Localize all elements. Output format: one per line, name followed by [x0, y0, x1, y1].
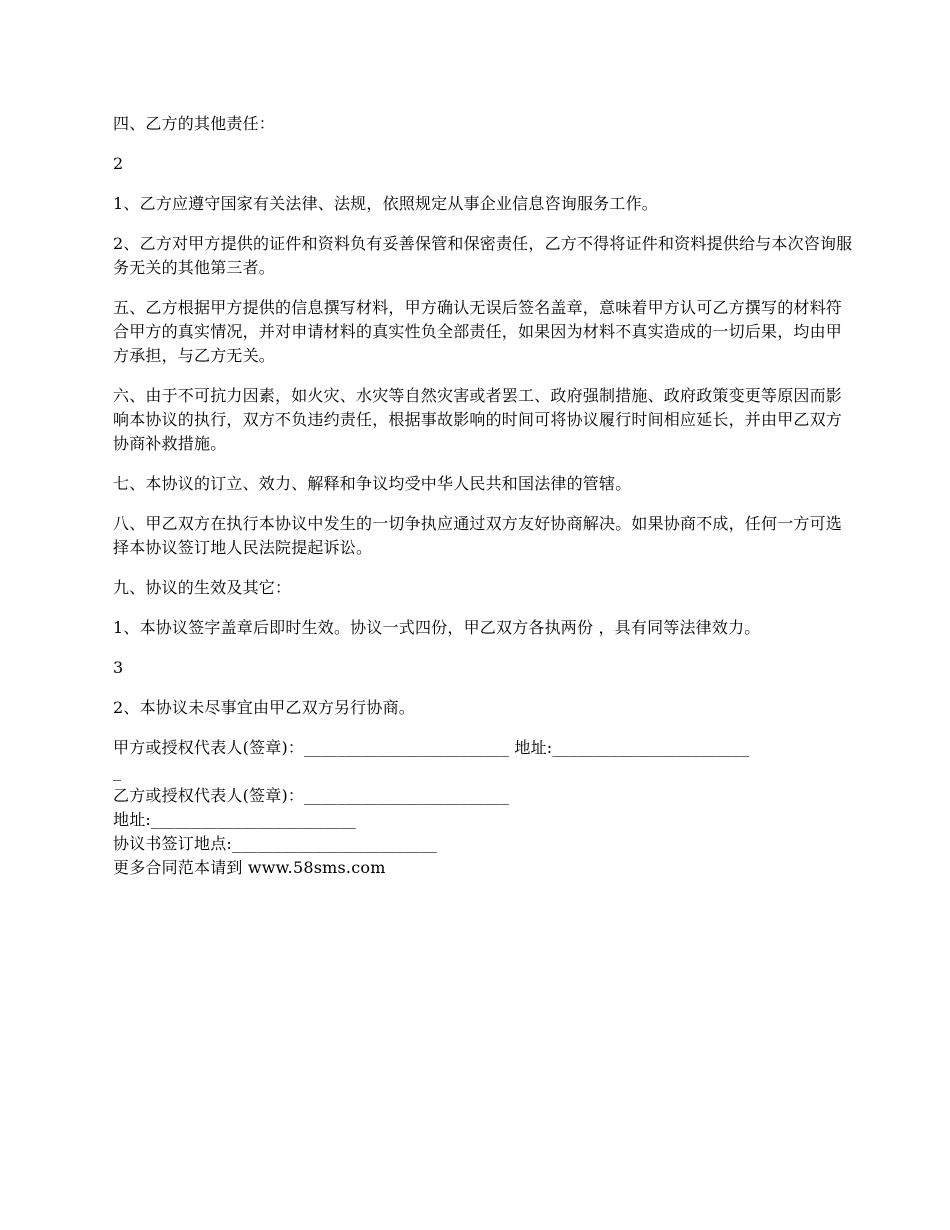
party-a-signature-line: 甲方或授权代表人(签章)：_________________________ 地址:________________________ — [113, 738, 750, 757]
section-6: 六、由于不可抗力因素，如火灾、水灾等自然灾害或者罢工、政府强制措施、政府政策变更等原因而影响本协议的执行，双方不负违约责任，根据事故影响的时间可将协议履行时间相应延长，并由甲乙双方协商补救措施。 — [113, 386, 843, 453]
page-number-3: 3 — [113, 658, 124, 677]
section-5: 五、乙方根据甲方提供的信息撰写材料，甲方确认无误后签名盖章，意味着甲方认可乙方撰写的材料符合甲方的真实情况，并对申请材料的真实性负全部责任，如果因为材料不真实造成的一切后果，均由甲方承担，与乙方无关。 — [113, 298, 843, 365]
address-line: 地址:_________________________ — [113, 810, 356, 829]
section-9-item-1: 1、本协议签字盖章后即时生效。协议一式四份，甲乙双方各执两份 ，具有同等法律效力。 — [113, 618, 761, 637]
footer-link-text: 更多合同范本请到 www.58sms.com — [113, 858, 386, 877]
page-number-2: 2 — [113, 154, 124, 173]
section-9-item-2: 2、本协议未尽事宜由甲乙双方另行协商。 — [113, 698, 415, 717]
document-body — [113, 112, 853, 880]
party-a-signature-continuation: _ — [113, 762, 122, 781]
party-b-signature-line: 乙方或授权代表人(签章)：_________________________ — [113, 786, 510, 805]
section-9-title: 九、协议的生效及其它： — [113, 578, 292, 597]
section-4-item-2: 2、乙方对甲方提供的证件和资料负有妥善保管和保密责任，乙方不得将证件和资料提供给与本次咨询服务无关的其他第三者。 — [113, 234, 853, 277]
signing-place-line: 协议书签订地点:_________________________ — [113, 834, 437, 853]
section-8: 八、甲乙双方在执行本协议中发生的一切争执应通过双方友好协商解决。如果协商不成，任何一方可选择本协议签订地人民法院提起诉讼。 — [113, 514, 843, 557]
section-7: 七、本协议的订立、效力、解释和争议均受中华人民共和国法律的管辖。 — [113, 474, 632, 493]
section-4-title: 四、乙方的其他责任： — [113, 114, 276, 133]
section-4-item-1: 1、乙方应遵守国家有关法律、法规，依照规定从事企业信息咨询服务工作。 — [113, 194, 658, 213]
